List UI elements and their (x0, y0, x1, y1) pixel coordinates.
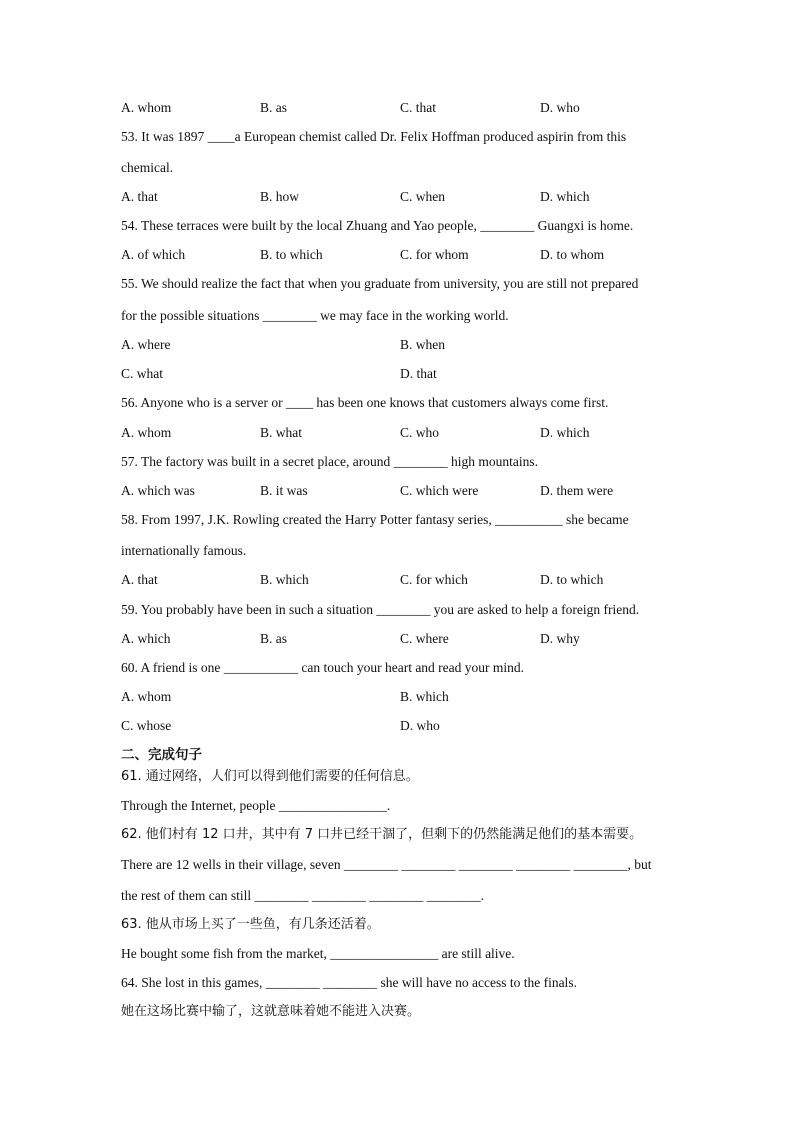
q60-option-a: A. whom (121, 689, 172, 704)
q52-option-c: C. that (400, 100, 436, 115)
q54-stem: 54. These terraces were built by the local Zhuang and Yao people, ________ Guangxi is home. (121, 218, 634, 233)
q53-option-d: D. which (540, 189, 590, 204)
q60-option-c: C. whose (121, 718, 172, 733)
q58-stem-line1: 58. From 1997, J.K. Rowling created the Harry Potter fantasy series, __________ she became (121, 512, 629, 527)
q57-option-a: A. which was (121, 483, 195, 498)
q59-option-b: B. as (260, 631, 287, 646)
q62-english-line2: the rest of them can still ________ ________ ________ ________. (121, 888, 484, 903)
q53-stem-line2: chemical. (121, 160, 174, 175)
section-heading: 二、完成句子 (121, 747, 202, 763)
q61-english-sentence: Through the Internet, people ________________. (121, 798, 391, 813)
q60-option-d: D. who (400, 718, 440, 733)
q59-stem: 59. You probably have been in such a situation ________ you are asked to help a foreign friend. (121, 602, 640, 617)
q58-option-c: C. for which (400, 572, 468, 587)
q54-option-a: A. of which (121, 247, 186, 262)
q53-stem-line1: 53. It was 1897 ____a European chemist called Dr. Felix Hoffman produced aspirin from this (121, 129, 627, 144)
q56-option-b: B. what (260, 425, 302, 440)
q52-option-b: B. as (260, 100, 287, 115)
q63-chinese-prompt: 63. 他从市场上买了一些鱼，有几条还活着。 (121, 917, 380, 932)
q55-option-d: D. that (400, 366, 437, 381)
q64-english-sentence: 64. She lost in this games, ________ ________ she will have no access to the finals. (121, 975, 577, 990)
q52-option-a: A. whom (121, 100, 172, 115)
q58-stem-line2: internationally famous. (121, 543, 247, 558)
q57-option-b: B. it was (260, 483, 308, 498)
q56-stem: 56. Anyone who is a server or ____ has been one knows that customers always come first. (121, 395, 609, 410)
q57-option-c: C. which were (400, 483, 479, 498)
q62-chinese-prompt: 62. 他们村有 12 口井，其中有 7 口井已经干涸了，但剩下的仍然能满足他们的基本需要。 (121, 827, 643, 842)
q53-option-a: A. that (121, 189, 158, 204)
q60-stem: 60. A friend is one ___________ can touch your heart and read your mind. (121, 660, 525, 675)
q61-chinese-prompt: 61. 通过网络，人们可以得到他们需要的任何信息。 (121, 769, 419, 784)
q57-stem: 57. The factory was built in a secret place, around ________ high mountains. (121, 454, 539, 469)
q60-option-b: B. which (400, 689, 449, 704)
q62-english-line1: There are 12 wells in their village, seven ________ ________ ________ ________ ________, but (121, 857, 652, 872)
q56-option-a: A. whom (121, 425, 172, 440)
q55-stem-line1: 55. We should realize the fact that when you graduate from university, you are still not prepared (121, 276, 639, 291)
q58-option-b: B. which (260, 572, 309, 587)
q56-option-d: D. which (540, 425, 590, 440)
q54-option-c: C. for whom (400, 247, 469, 262)
q55-stem-line2: for the possible situations ________ we may face in the working world. (121, 308, 509, 323)
q55-option-c: C. what (121, 366, 163, 381)
q54-option-d: D. to whom (540, 247, 605, 262)
q57-option-d: D. them were (540, 483, 614, 498)
q52-option-d: D. who (540, 100, 580, 115)
q53-option-b: B. how (260, 189, 300, 204)
q55-option-b: B. when (400, 337, 445, 352)
q58-option-d: D. to which (540, 572, 604, 587)
q59-option-d: D. why (540, 631, 580, 646)
q56-option-c: C. who (400, 425, 440, 440)
q55-option-a: A. where (121, 337, 171, 352)
q53-option-c: C. when (400, 189, 445, 204)
q64-chinese-prompt: 她在这场比赛中输了，这就意味着她不能进入决赛。 (121, 1004, 421, 1019)
q58-option-a: A. that (121, 572, 158, 587)
q54-option-b: B. to which (260, 247, 323, 262)
q59-option-a: A. which (121, 631, 171, 646)
q63-english-sentence: He bought some fish from the market, ________________ are still alive. (121, 946, 515, 961)
q59-option-c: C. where (400, 631, 449, 646)
